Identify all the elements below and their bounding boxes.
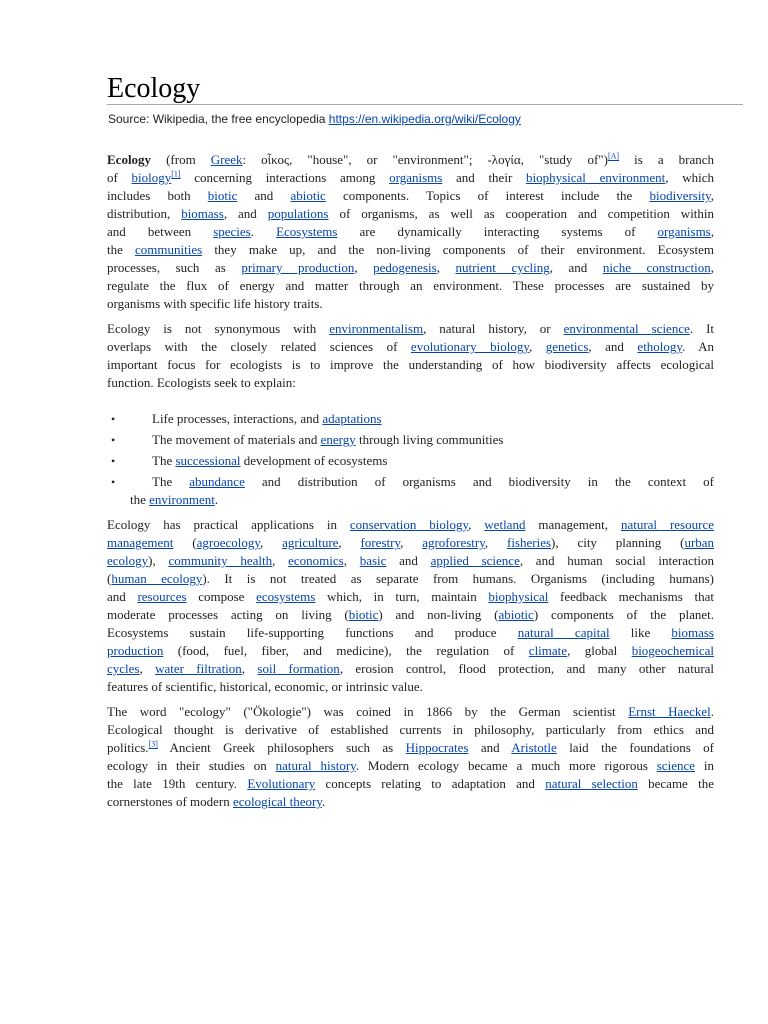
text-line xyxy=(107,570,714,588)
text-run: includes both xyxy=(107,188,208,203)
text-run: . xyxy=(250,224,277,239)
text-line xyxy=(107,660,714,678)
text-run: ), city planning ( xyxy=(551,535,685,550)
link-ernst-haeckel[interactable]: Ernst Haeckel xyxy=(628,704,711,719)
link-natural-history[interactable]: natural history xyxy=(275,758,356,773)
text-run: the late 19th century. xyxy=(107,776,248,791)
text-line xyxy=(107,169,714,187)
text-run: The xyxy=(152,474,190,489)
link-biophysical-environment[interactable]: biophysical environment xyxy=(525,170,666,185)
text-run: , xyxy=(338,535,361,550)
link-successional[interactable]: successional xyxy=(175,453,241,468)
link-biotic-2[interactable]: biotic xyxy=(348,607,379,622)
link-biomass[interactable]: biomass xyxy=(181,206,224,221)
text-run: ) and non-living ( xyxy=(378,607,499,622)
text-run: The word "ecology" ("Ökologie") was coined in 1866 by the German scientist xyxy=(107,704,629,719)
text-run: : οἶκος, "house", or "environment"; -λογία, "study of") xyxy=(242,152,608,167)
text-line xyxy=(107,338,714,356)
text-line xyxy=(107,534,714,552)
link-science[interactable]: science xyxy=(656,758,696,773)
text-run: ), xyxy=(148,553,169,568)
text-run: the xyxy=(107,242,136,257)
link-forestry[interactable]: forestry xyxy=(360,535,401,550)
link-genetics[interactable]: genetics xyxy=(545,339,589,354)
link-communities[interactable]: communities xyxy=(135,242,203,257)
text-run: , xyxy=(400,535,423,550)
text-line xyxy=(107,775,714,793)
text-run: . Modern ecology became a much more rigorous xyxy=(355,758,657,773)
text-run: . It xyxy=(689,321,715,336)
link-ecological-theory[interactable]: ecological theory xyxy=(233,794,323,809)
link-environmentalism[interactable]: environmentalism xyxy=(329,321,424,336)
text-run: moderate processes acting on living ( xyxy=(107,607,349,622)
text-run: and distribution of organisms and biodiversity in the context of xyxy=(244,474,714,489)
link-evolutionary[interactable]: Evolutionary xyxy=(247,776,316,791)
text-line xyxy=(107,241,714,259)
link-wetland[interactable]: wetland xyxy=(484,517,526,532)
text-run: and xyxy=(107,589,138,604)
link-populations[interactable]: populations xyxy=(267,206,329,221)
text-line: Ecological thought is derivative of established currents in philosophy, particularly from ethics and xyxy=(107,722,714,737)
link-urban-ecology[interactable]: ecology xyxy=(107,553,149,568)
text-line xyxy=(107,223,714,241)
text-run: laid the foundations of xyxy=(556,740,714,755)
link-biology[interactable]: biology xyxy=(131,170,172,185)
text-run: components. Topics of interest include the xyxy=(325,188,650,203)
link-abiotic[interactable]: abiotic xyxy=(290,188,326,203)
text-run: distribution, xyxy=(107,206,182,221)
bullet-marker: • xyxy=(111,475,116,489)
link-nutrient-cycling[interactable]: nutrient cycling xyxy=(455,260,550,275)
text-run: , xyxy=(354,260,374,275)
text-run: and xyxy=(386,553,431,568)
link-human-ecology[interactable]: human ecology xyxy=(111,571,203,586)
text-line xyxy=(107,757,714,775)
text-run: Ecology has practical applications in xyxy=(107,517,350,532)
text-run: Ecosystems sustain life-supporting functions and produce xyxy=(107,625,518,640)
text-line: regulate the flux of energy and matter through an environment. These processes are sustained by xyxy=(107,278,714,293)
text-line: function. Ecologists seek to explain: xyxy=(107,375,296,390)
text-run: , xyxy=(710,260,715,275)
text-run: , erosion control, flood protection, and many other natural xyxy=(339,661,715,676)
text-run: of xyxy=(107,170,132,185)
text-run: , global xyxy=(567,643,632,658)
bullet-marker: • xyxy=(111,412,116,426)
link-conservation-biology[interactable]: conservation biology xyxy=(349,517,469,532)
text-run: , xyxy=(710,188,714,203)
bold-term: Ecology xyxy=(107,152,152,167)
text-run: and xyxy=(237,188,291,203)
text-run: , xyxy=(436,260,456,275)
text-line: important focus for ecologists is to improve the understanding of how biodiversity affects ecological xyxy=(107,357,714,372)
text-run: processes, such as xyxy=(107,260,242,275)
link-energy[interactable]: energy xyxy=(320,432,356,447)
text-run: overlaps with the closely related sciences of xyxy=(107,339,411,354)
link-biophysical[interactable]: biophysical xyxy=(488,589,549,604)
source-label: Source: Wikipedia, the free encyclopedia xyxy=(108,112,329,126)
text-line xyxy=(107,606,714,624)
link-organisms[interactable]: organisms xyxy=(389,170,443,185)
list-item xyxy=(152,410,714,428)
text-run: , xyxy=(710,224,714,239)
text-run: compose xyxy=(186,589,257,604)
text-run: concerning interactions among xyxy=(180,170,390,185)
text-line xyxy=(107,588,714,606)
link-pedogenesis[interactable]: pedogenesis xyxy=(373,260,437,275)
text-run: (from xyxy=(151,152,211,167)
text-run: of organisms, as well as cooperation and competition within xyxy=(328,206,715,221)
text-line: organisms with specific life history traits. xyxy=(107,296,323,311)
text-run: Ancient Greek philosophers such as xyxy=(157,740,406,755)
text-run: , xyxy=(484,535,507,550)
text-run: Life processes, interactions, and xyxy=(152,411,323,426)
text-run: The movement of materials and xyxy=(152,432,321,447)
link-organisms-2[interactable]: organisms xyxy=(657,224,711,239)
text-run: they make up, and the non-living components of their environment. Ecosystem xyxy=(202,242,714,257)
page-title: Ecology xyxy=(107,73,201,104)
text-run: ecology in their studies on xyxy=(107,758,276,773)
text-run: . An xyxy=(682,339,715,354)
text-line xyxy=(107,739,714,757)
text-run: through living communities xyxy=(355,432,504,447)
text-run: , xyxy=(260,535,283,550)
link-abundance[interactable]: abundance xyxy=(189,474,245,489)
text-run: concepts relating to adaptation and xyxy=(315,776,546,791)
link-environmental-science[interactable]: environmental science xyxy=(563,321,690,336)
bullet-marker: • xyxy=(111,433,116,447)
link-evolutionary-biology[interactable]: evolutionary biology xyxy=(410,339,530,354)
link-abiotic-2[interactable]: abiotic xyxy=(498,607,534,622)
link-management[interactable]: management xyxy=(107,535,174,550)
text-run: ( xyxy=(173,535,197,550)
source-url-link[interactable]: https://en.wikipedia.org/wiki/Ecology xyxy=(328,112,521,126)
text-run: . xyxy=(214,492,219,507)
text-run: . xyxy=(710,704,714,719)
link-urban[interactable]: urban xyxy=(684,535,715,550)
text-run: , which xyxy=(665,170,714,185)
link-ecosystems[interactable]: Ecosystems xyxy=(276,224,338,239)
text-line xyxy=(107,793,714,811)
text-run: are dynamically interacting systems of xyxy=(337,224,658,239)
text-run: is a branch xyxy=(619,152,715,167)
link-agroecology[interactable]: agroecology xyxy=(196,535,261,550)
text-run: . xyxy=(322,794,326,809)
link-natural-selection[interactable]: natural selection xyxy=(545,776,638,791)
link-biotic[interactable]: biotic xyxy=(207,188,238,203)
link-biomass-2[interactable]: biomass xyxy=(671,625,714,640)
link-biogeochemical-cycles[interactable]: cycles xyxy=(107,661,140,676)
text-run: , and human social interaction xyxy=(519,553,715,568)
link-ecosystems-2[interactable]: ecosystems xyxy=(256,589,316,604)
text-line xyxy=(107,703,714,721)
link-natural-capital[interactable]: natural capital xyxy=(517,625,610,640)
text-run: ( xyxy=(107,571,112,586)
text-run: like xyxy=(609,625,672,640)
text-run: The xyxy=(152,453,176,468)
link-soil-formation[interactable]: soil formation xyxy=(257,661,340,676)
text-run: , xyxy=(139,661,156,676)
text-line xyxy=(107,624,714,642)
link-economics[interactable]: economics xyxy=(288,553,344,568)
text-line xyxy=(107,259,714,277)
link-community-health[interactable]: community health xyxy=(168,553,273,568)
link-species[interactable]: species xyxy=(213,224,251,239)
link-natural-resource[interactable]: natural resource xyxy=(620,517,714,532)
text-run: in xyxy=(695,758,715,773)
text-line xyxy=(107,187,714,205)
text-run: , xyxy=(529,339,546,354)
text-run: management, xyxy=(525,517,621,532)
text-run: development of ecosystems xyxy=(240,453,388,468)
text-run: , xyxy=(468,517,485,532)
link-adaptations[interactable]: adaptations xyxy=(322,411,382,426)
link-hippocrates[interactable]: Hippocrates xyxy=(405,740,469,755)
link-water-filtration[interactable]: water filtration xyxy=(155,661,242,676)
text-run: ). It is not treated as separate from humans. Organisms (including humans) xyxy=(202,571,714,586)
text-line xyxy=(107,552,714,570)
list-item xyxy=(152,473,714,491)
text-line xyxy=(107,205,714,223)
text-line xyxy=(107,642,714,660)
list-item xyxy=(152,431,714,449)
text-line xyxy=(107,320,714,338)
text-run: , xyxy=(343,553,360,568)
link-ethology[interactable]: ethology xyxy=(637,339,683,354)
link-agroforestry[interactable]: agroforestry xyxy=(422,535,485,550)
text-run: , and xyxy=(549,260,603,275)
footnote-1-link[interactable]: [1] xyxy=(171,169,181,179)
text-run: , xyxy=(241,661,258,676)
text-run: , natural history, or xyxy=(423,321,564,336)
link-resources[interactable]: resources xyxy=(137,589,187,604)
link-basic[interactable]: basic xyxy=(359,553,387,568)
text-run: and between xyxy=(107,224,214,239)
text-run: (food, fuel, fiber, and medicine), the regulation of xyxy=(163,643,529,658)
bullet-marker: • xyxy=(111,454,116,468)
link-greek[interactable]: Greek xyxy=(210,152,243,167)
link-climate[interactable]: climate xyxy=(528,643,568,658)
text-run: , and xyxy=(588,339,638,354)
link-niche-construction[interactable]: niche construction xyxy=(602,260,711,275)
text-run: , and xyxy=(223,206,268,221)
footnote-3-link[interactable]: [3] xyxy=(148,739,158,749)
link-applied-science[interactable]: applied science xyxy=(430,553,520,568)
text-line: features of scientific, historical, economic, or intrinsic value. xyxy=(107,679,423,694)
text-run: ) components of the planet. xyxy=(533,607,715,622)
text-run: became the xyxy=(637,776,715,791)
title-divider xyxy=(107,104,743,105)
text-run: which, in turn, maintain xyxy=(315,589,489,604)
list-item xyxy=(152,452,714,470)
link-biogeochemical[interactable]: biogeochemical xyxy=(631,643,714,658)
text-line xyxy=(107,151,714,169)
text-run: cornerstones of modern xyxy=(107,794,233,809)
text-run: Ecology is not synonymous with xyxy=(107,321,330,336)
text-run: , xyxy=(272,553,289,568)
link-biodiversity[interactable]: biodiversity xyxy=(649,188,711,203)
text-run: politics. xyxy=(107,740,149,755)
link-environment[interactable]: environment xyxy=(149,492,215,507)
text-run: the xyxy=(130,492,150,507)
link-fisheries[interactable]: fisheries xyxy=(506,535,552,550)
footnote-a-link[interactable]: [A] xyxy=(607,151,620,161)
list-item-continuation xyxy=(130,491,714,509)
link-aristotle[interactable]: Aristotle xyxy=(511,740,557,755)
link-agriculture[interactable]: agriculture xyxy=(282,535,339,550)
text-run: and xyxy=(468,740,512,755)
link-biomass-production[interactable]: production xyxy=(107,643,164,658)
text-line xyxy=(107,516,714,534)
text-run: feedback mechanisms that xyxy=(548,589,715,604)
source-line xyxy=(108,111,521,127)
text-run: and their xyxy=(442,170,526,185)
link-primary-production[interactable]: primary production xyxy=(241,260,355,275)
